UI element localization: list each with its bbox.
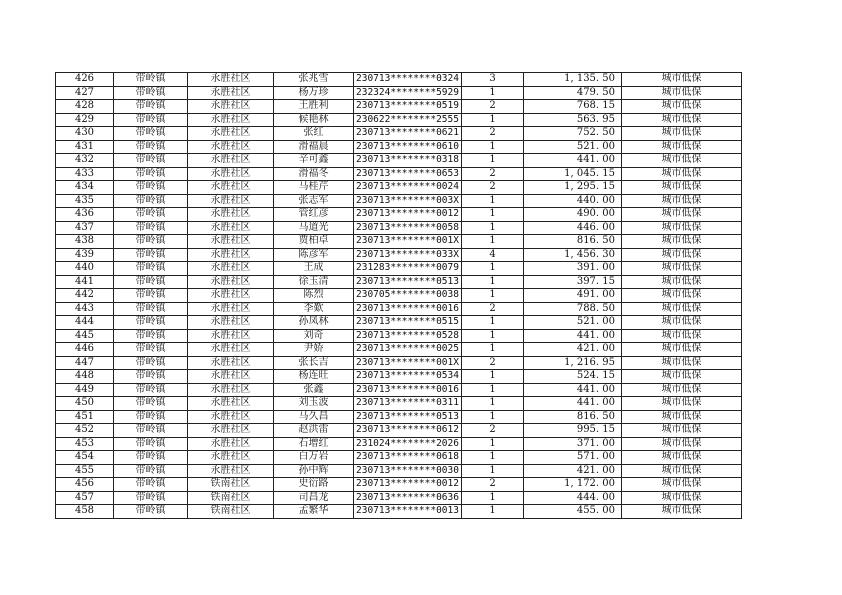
table-row <box>56 275 742 289</box>
amount-cell: 995. 15 <box>524 424 622 438</box>
household-size-cell: 1 <box>462 140 524 154</box>
amount-cell: 441. 00 <box>524 329 622 343</box>
id-number-cell: 230713********001X <box>354 235 462 249</box>
name-cell: 马久昌 <box>274 410 354 424</box>
amount-cell: 524. 15 <box>524 370 622 384</box>
amount-cell: 397. 15 <box>524 275 622 289</box>
name-cell: 张红 <box>274 127 354 141</box>
community-cell: 永胜社区 <box>188 302 274 316</box>
name-cell: 陈烈 <box>274 289 354 303</box>
community-cell: 永胜社区 <box>188 343 274 357</box>
assistance-type-cell: 城市低保 <box>622 316 742 330</box>
table-row <box>56 208 742 222</box>
household-size-cell: 1 <box>462 343 524 357</box>
name-cell: 徐玉清 <box>274 275 354 289</box>
assistance-type-cell: 城市低保 <box>622 86 742 100</box>
town-cell: 带岭镇 <box>114 262 188 276</box>
community-cell: 永胜社区 <box>188 289 274 303</box>
row-number-cell: 435 <box>56 194 114 208</box>
household-size-cell: 1 <box>462 86 524 100</box>
table-row <box>56 262 742 276</box>
row-number-cell: 429 <box>56 113 114 127</box>
name-cell: 石增红 <box>274 437 354 451</box>
household-size-cell: 1 <box>462 464 524 478</box>
assistance-type-cell: 城市低保 <box>622 248 742 262</box>
assistance-type-cell: 城市低保 <box>622 289 742 303</box>
assistance-type-cell: 城市低保 <box>622 208 742 222</box>
row-number-cell: 447 <box>56 356 114 370</box>
name-cell: 杨连旺 <box>274 370 354 384</box>
name-cell: 滑福冬 <box>274 167 354 181</box>
amount-cell: 491. 00 <box>524 289 622 303</box>
row-number-cell: 428 <box>56 100 114 114</box>
id-number-cell: 230713********0519 <box>354 100 462 114</box>
table-row <box>56 235 742 249</box>
household-size-cell: 1 <box>462 113 524 127</box>
town-cell: 带岭镇 <box>114 302 188 316</box>
row-number-cell: 439 <box>56 248 114 262</box>
assistance-type-cell: 城市低保 <box>622 383 742 397</box>
id-number-cell: 230713********033X <box>354 248 462 262</box>
assistance-type-cell: 城市低保 <box>622 262 742 276</box>
assistance-type-cell: 城市低保 <box>622 451 742 465</box>
amount-cell: 441. 00 <box>524 154 622 168</box>
assistance-type-cell: 城市低保 <box>622 356 742 370</box>
name-cell: 候艳林 <box>274 113 354 127</box>
row-number-cell: 455 <box>56 464 114 478</box>
row-number-cell: 451 <box>56 410 114 424</box>
row-number-cell: 432 <box>56 154 114 168</box>
assistance-type-cell: 城市低保 <box>622 181 742 195</box>
relief-table <box>55 72 742 519</box>
household-size-cell: 1 <box>462 194 524 208</box>
community-cell: 永胜社区 <box>188 451 274 465</box>
name-cell: 尹娇 <box>274 343 354 357</box>
amount-cell: 1, 456. 30 <box>524 248 622 262</box>
table-row <box>56 397 742 411</box>
row-number-cell: 449 <box>56 383 114 397</box>
assistance-type-cell: 城市低保 <box>622 464 742 478</box>
household-size-cell: 1 <box>462 289 524 303</box>
assistance-type-cell: 城市低保 <box>622 113 742 127</box>
town-cell: 带岭镇 <box>114 181 188 195</box>
town-cell: 带岭镇 <box>114 356 188 370</box>
community-cell: 永胜社区 <box>188 370 274 384</box>
amount-cell: 421. 00 <box>524 464 622 478</box>
assistance-type-cell: 城市低保 <box>622 127 742 141</box>
amount-cell: 444. 00 <box>524 491 622 505</box>
assistance-type-cell: 城市低保 <box>622 140 742 154</box>
assistance-type-cell: 城市低保 <box>622 154 742 168</box>
community-cell: 永胜社区 <box>188 275 274 289</box>
amount-cell: 421. 00 <box>524 343 622 357</box>
id-number-cell: 230713********0016 <box>354 383 462 397</box>
town-cell: 带岭镇 <box>114 437 188 451</box>
name-cell: 张志军 <box>274 194 354 208</box>
amount-cell: 441. 00 <box>524 383 622 397</box>
amount-cell: 788. 50 <box>524 302 622 316</box>
row-number-cell: 450 <box>56 397 114 411</box>
household-size-cell: 1 <box>462 410 524 424</box>
id-number-cell: 230713********003X <box>354 194 462 208</box>
table-row <box>56 383 742 397</box>
id-number-cell: 231024********2026 <box>354 437 462 451</box>
town-cell: 带岭镇 <box>114 221 188 235</box>
amount-cell: 455. 00 <box>524 505 622 519</box>
household-size-cell: 2 <box>462 127 524 141</box>
amount-cell: 571. 00 <box>524 451 622 465</box>
name-cell: 孙中辉 <box>274 464 354 478</box>
name-cell: 赵洪雷 <box>274 424 354 438</box>
name-cell: 司昌龙 <box>274 491 354 505</box>
town-cell: 带岭镇 <box>114 464 188 478</box>
table-row <box>56 478 742 492</box>
table-row <box>56 410 742 424</box>
town-cell: 带岭镇 <box>114 127 188 141</box>
community-cell: 永胜社区 <box>188 208 274 222</box>
row-number-cell: 442 <box>56 289 114 303</box>
community-cell: 永胜社区 <box>188 262 274 276</box>
row-number-cell: 446 <box>56 343 114 357</box>
assistance-type-cell: 城市低保 <box>622 235 742 249</box>
amount-cell: 563. 95 <box>524 113 622 127</box>
town-cell: 带岭镇 <box>114 140 188 154</box>
table-row <box>56 248 742 262</box>
table-row <box>56 167 742 181</box>
community-cell: 永胜社区 <box>188 181 274 195</box>
community-cell: 永胜社区 <box>188 167 274 181</box>
row-number-cell: 454 <box>56 451 114 465</box>
assistance-type-cell: 城市低保 <box>622 100 742 114</box>
table-row <box>56 370 742 384</box>
amount-cell: 521. 00 <box>524 316 622 330</box>
id-number-cell: 230713********0534 <box>354 370 462 384</box>
household-size-cell: 2 <box>462 356 524 370</box>
household-size-cell: 3 <box>462 73 524 87</box>
assistance-type-cell: 城市低保 <box>622 194 742 208</box>
community-cell: 铁南社区 <box>188 478 274 492</box>
town-cell: 带岭镇 <box>114 275 188 289</box>
name-cell: 白万岩 <box>274 451 354 465</box>
id-number-cell: 230713********0012 <box>354 478 462 492</box>
name-cell: 史衍路 <box>274 478 354 492</box>
assistance-type-cell: 城市低保 <box>622 370 742 384</box>
town-cell: 带岭镇 <box>114 478 188 492</box>
name-cell: 杨万珍 <box>274 86 354 100</box>
name-cell: 王胜利 <box>274 100 354 114</box>
row-number-cell: 433 <box>56 167 114 181</box>
amount-cell: 371. 00 <box>524 437 622 451</box>
amount-cell: 490. 00 <box>524 208 622 222</box>
community-cell: 永胜社区 <box>188 424 274 438</box>
table-row <box>56 329 742 343</box>
household-size-cell: 1 <box>462 316 524 330</box>
town-cell: 带岭镇 <box>114 154 188 168</box>
id-number-cell: 230713********0324 <box>354 73 462 87</box>
table-row <box>56 221 742 235</box>
amount-cell: 752. 50 <box>524 127 622 141</box>
name-cell: 马桂芹 <box>274 181 354 195</box>
row-number-cell: 456 <box>56 478 114 492</box>
town-cell: 带岭镇 <box>114 397 188 411</box>
assistance-type-cell: 城市低保 <box>622 424 742 438</box>
amount-cell: 768. 15 <box>524 100 622 114</box>
town-cell: 带岭镇 <box>114 424 188 438</box>
town-cell: 带岭镇 <box>114 505 188 519</box>
name-cell: 管红彦 <box>274 208 354 222</box>
assistance-type-cell: 城市低保 <box>622 275 742 289</box>
name-cell: 刘奇 <box>274 329 354 343</box>
assistance-type-cell: 城市低保 <box>622 73 742 87</box>
town-cell: 带岭镇 <box>114 194 188 208</box>
household-size-cell: 2 <box>462 302 524 316</box>
community-cell: 永胜社区 <box>188 154 274 168</box>
amount-cell: 440. 00 <box>524 194 622 208</box>
name-cell: 马道光 <box>274 221 354 235</box>
town-cell: 带岭镇 <box>114 248 188 262</box>
id-number-cell: 230713********0025 <box>354 343 462 357</box>
community-cell: 永胜社区 <box>188 140 274 154</box>
name-cell: 陈彦军 <box>274 248 354 262</box>
table-row <box>56 356 742 370</box>
name-cell: 贾柏卓 <box>274 235 354 249</box>
amount-cell: 1, 045. 15 <box>524 167 622 181</box>
name-cell: 王成 <box>274 262 354 276</box>
id-number-cell: 230713********0610 <box>354 140 462 154</box>
id-number-cell: 230713********0016 <box>354 302 462 316</box>
town-cell: 带岭镇 <box>114 235 188 249</box>
town-cell: 带岭镇 <box>114 113 188 127</box>
amount-cell: 816. 50 <box>524 235 622 249</box>
table-row <box>56 505 742 519</box>
row-number-cell: 436 <box>56 208 114 222</box>
id-number-cell: 230713********0653 <box>354 167 462 181</box>
row-number-cell: 445 <box>56 329 114 343</box>
id-number-cell: 230713********0612 <box>354 424 462 438</box>
community-cell: 永胜社区 <box>188 86 274 100</box>
id-number-cell: 230713********0636 <box>354 491 462 505</box>
household-size-cell: 1 <box>462 383 524 397</box>
town-cell: 带岭镇 <box>114 343 188 357</box>
assistance-type-cell: 城市低保 <box>622 478 742 492</box>
table-row <box>56 343 742 357</box>
row-number-cell: 426 <box>56 73 114 87</box>
community-cell: 永胜社区 <box>188 248 274 262</box>
table-row <box>56 113 742 127</box>
id-number-cell: 230713********0058 <box>354 221 462 235</box>
amount-cell: 479. 50 <box>524 86 622 100</box>
household-size-cell: 1 <box>462 329 524 343</box>
id-number-cell: 230713********0515 <box>354 316 462 330</box>
id-number-cell: 230713********0024 <box>354 181 462 195</box>
assistance-type-cell: 城市低保 <box>622 410 742 424</box>
amount-cell: 1, 216. 95 <box>524 356 622 370</box>
community-cell: 永胜社区 <box>188 329 274 343</box>
community-cell: 永胜社区 <box>188 383 274 397</box>
table-row <box>56 127 742 141</box>
id-number-cell: 230713********0318 <box>354 154 462 168</box>
community-cell: 永胜社区 <box>188 316 274 330</box>
row-number-cell: 438 <box>56 235 114 249</box>
household-size-cell: 4 <box>462 248 524 262</box>
table-row <box>56 424 742 438</box>
community-cell: 永胜社区 <box>188 73 274 87</box>
id-number-cell: 230713********0012 <box>354 208 462 222</box>
household-size-cell: 2 <box>462 100 524 114</box>
assistance-type-cell: 城市低保 <box>622 397 742 411</box>
id-number-cell: 230713********001X <box>354 356 462 370</box>
table-row <box>56 464 742 478</box>
table-row <box>56 302 742 316</box>
table-row <box>56 289 742 303</box>
town-cell: 带岭镇 <box>114 86 188 100</box>
id-number-cell: 230622********2555 <box>354 113 462 127</box>
name-cell: 辛可鑫 <box>274 154 354 168</box>
household-size-cell: 1 <box>462 208 524 222</box>
amount-cell: 1, 135. 50 <box>524 73 622 87</box>
household-size-cell: 1 <box>462 505 524 519</box>
household-size-cell: 1 <box>462 437 524 451</box>
table-row <box>56 86 742 100</box>
row-number-cell: 441 <box>56 275 114 289</box>
amount-cell: 391. 00 <box>524 262 622 276</box>
household-size-cell: 2 <box>462 478 524 492</box>
row-number-cell: 427 <box>56 86 114 100</box>
town-cell: 带岭镇 <box>114 451 188 465</box>
id-number-cell: 230713********0621 <box>354 127 462 141</box>
town-cell: 带岭镇 <box>114 316 188 330</box>
row-number-cell: 444 <box>56 316 114 330</box>
community-cell: 永胜社区 <box>188 410 274 424</box>
town-cell: 带岭镇 <box>114 491 188 505</box>
community-cell: 永胜社区 <box>188 397 274 411</box>
id-number-cell: 230713********0618 <box>354 451 462 465</box>
row-number-cell: 431 <box>56 140 114 154</box>
assistance-type-cell: 城市低保 <box>622 221 742 235</box>
household-size-cell: 1 <box>462 491 524 505</box>
community-cell: 永胜社区 <box>188 194 274 208</box>
name-cell: 张鑫 <box>274 383 354 397</box>
id-number-cell: 230713********0528 <box>354 329 462 343</box>
household-size-cell: 1 <box>462 451 524 465</box>
table-row <box>56 451 742 465</box>
amount-cell: 816. 50 <box>524 410 622 424</box>
community-cell: 永胜社区 <box>188 437 274 451</box>
community-cell: 永胜社区 <box>188 100 274 114</box>
id-number-cell: 231283********0079 <box>354 262 462 276</box>
town-cell: 带岭镇 <box>114 383 188 397</box>
id-number-cell: 230705********0038 <box>354 289 462 303</box>
table-row <box>56 194 742 208</box>
town-cell: 带岭镇 <box>114 100 188 114</box>
assistance-type-cell: 城市低保 <box>622 167 742 181</box>
table-row <box>56 140 742 154</box>
town-cell: 带岭镇 <box>114 329 188 343</box>
id-number-cell: 230713********0013 <box>354 505 462 519</box>
assistance-type-cell: 城市低保 <box>622 437 742 451</box>
id-number-cell: 230713********0513 <box>354 410 462 424</box>
community-cell: 永胜社区 <box>188 464 274 478</box>
row-number-cell: 448 <box>56 370 114 384</box>
row-number-cell: 440 <box>56 262 114 276</box>
name-cell: 孙凤林 <box>274 316 354 330</box>
community-cell: 永胜社区 <box>188 235 274 249</box>
assistance-type-cell: 城市低保 <box>622 302 742 316</box>
name-cell: 孟繁华 <box>274 505 354 519</box>
assistance-type-cell: 城市低保 <box>622 343 742 357</box>
row-number-cell: 437 <box>56 221 114 235</box>
table-row <box>56 154 742 168</box>
id-number-cell: 232324********5929 <box>354 86 462 100</box>
id-number-cell: 230713********0030 <box>354 464 462 478</box>
town-cell: 带岭镇 <box>114 208 188 222</box>
community-cell: 永胜社区 <box>188 356 274 370</box>
household-size-cell: 1 <box>462 370 524 384</box>
amount-cell: 521. 00 <box>524 140 622 154</box>
town-cell: 带岭镇 <box>114 370 188 384</box>
table-row <box>56 181 742 195</box>
amount-cell: 1, 172. 00 <box>524 478 622 492</box>
name-cell: 刘玉波 <box>274 397 354 411</box>
row-number-cell: 453 <box>56 437 114 451</box>
table-row <box>56 316 742 330</box>
id-number-cell: 230713********0513 <box>354 275 462 289</box>
community-cell: 永胜社区 <box>188 113 274 127</box>
assistance-type-cell: 城市低保 <box>622 505 742 519</box>
table-row <box>56 73 742 87</box>
household-size-cell: 2 <box>462 181 524 195</box>
amount-cell: 441. 00 <box>524 397 622 411</box>
amount-cell: 1, 295. 15 <box>524 181 622 195</box>
row-number-cell: 457 <box>56 491 114 505</box>
amount-cell: 446. 00 <box>524 221 622 235</box>
row-number-cell: 430 <box>56 127 114 141</box>
table-row <box>56 491 742 505</box>
community-cell: 永胜社区 <box>188 127 274 141</box>
row-number-cell: 443 <box>56 302 114 316</box>
community-cell: 铁南社区 <box>188 491 274 505</box>
row-number-cell: 434 <box>56 181 114 195</box>
name-cell: 张兆雪 <box>274 73 354 87</box>
name-cell: 滑福晨 <box>274 140 354 154</box>
row-number-cell: 452 <box>56 424 114 438</box>
row-number-cell: 458 <box>56 505 114 519</box>
household-size-cell: 1 <box>462 262 524 276</box>
assistance-type-cell: 城市低保 <box>622 491 742 505</box>
name-cell: 张长吉 <box>274 356 354 370</box>
household-size-cell: 1 <box>462 154 524 168</box>
id-number-cell: 230713********0311 <box>354 397 462 411</box>
table-row <box>56 100 742 114</box>
household-size-cell: 1 <box>462 397 524 411</box>
household-size-cell: 1 <box>462 221 524 235</box>
table-row <box>56 437 742 451</box>
table-body <box>56 73 742 519</box>
household-size-cell: 1 <box>462 275 524 289</box>
town-cell: 带岭镇 <box>114 289 188 303</box>
household-size-cell: 2 <box>462 167 524 181</box>
name-cell: 李歎 <box>274 302 354 316</box>
town-cell: 带岭镇 <box>114 73 188 87</box>
household-size-cell: 2 <box>462 424 524 438</box>
household-size-cell: 1 <box>462 235 524 249</box>
assistance-type-cell: 城市低保 <box>622 329 742 343</box>
community-cell: 铁南社区 <box>188 505 274 519</box>
town-cell: 带岭镇 <box>114 410 188 424</box>
community-cell: 永胜社区 <box>188 221 274 235</box>
town-cell: 带岭镇 <box>114 167 188 181</box>
